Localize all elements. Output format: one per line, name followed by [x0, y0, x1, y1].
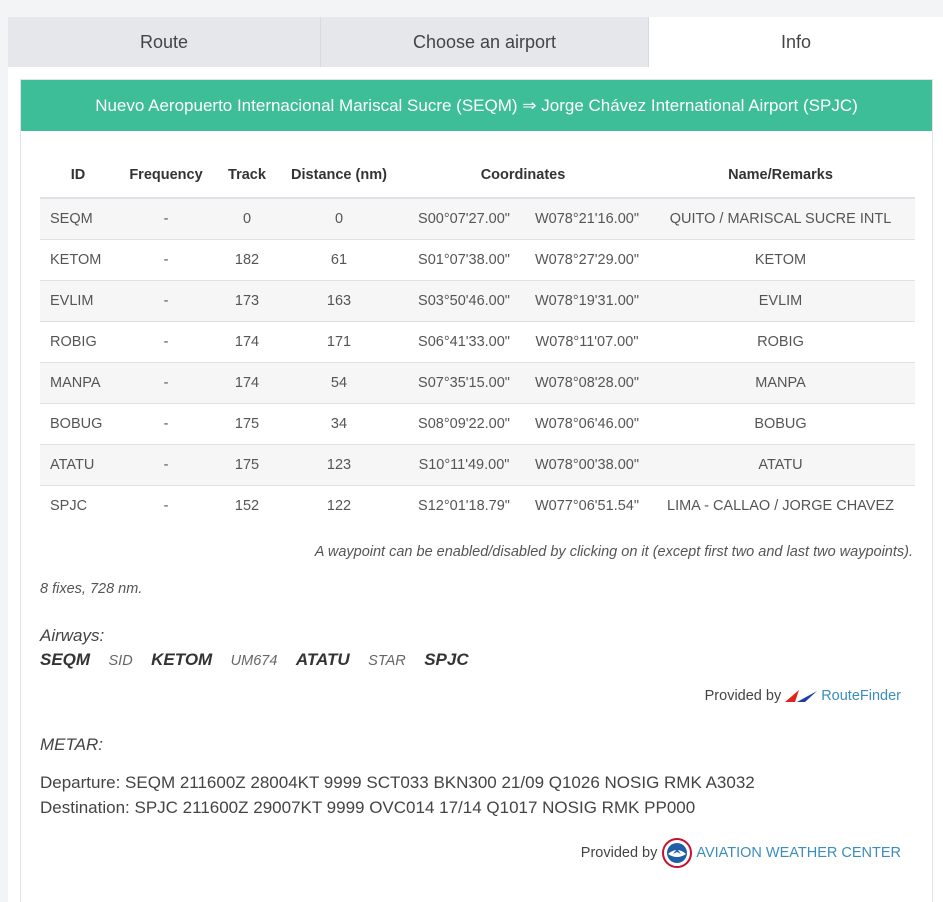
route-summary: 8 fixes, 728 nm.	[40, 581, 143, 597]
airway-waypoint: KETOM	[151, 650, 213, 669]
route-title: Nuevo Aeropuerto Internacional Mariscal Sucre (SEQM) ⇒ Jorge Chávez International Airport (SPJC)	[21, 80, 932, 131]
airways-list	[40, 650, 483, 670]
routefinder-credit	[705, 688, 901, 704]
cell-track: 174	[216, 363, 278, 404]
col-distance: Distance (nm)	[278, 152, 400, 198]
cell-frequency: -	[116, 281, 216, 322]
tab-info[interactable]: Info	[649, 17, 943, 67]
cell-track: 182	[216, 240, 278, 281]
cell-frequency: -	[116, 240, 216, 281]
cell-id: SPJC	[40, 486, 116, 527]
airway-segment: UM674	[230, 653, 278, 669]
routefinder-link[interactable]: RouteFinder	[821, 688, 901, 704]
cell-distance: 122	[278, 486, 400, 527]
cell-latitude: S10°11'49.00"	[400, 445, 528, 486]
cell-frequency: -	[116, 404, 216, 445]
cell-track: 175	[216, 445, 278, 486]
cell-distance: 61	[278, 240, 400, 281]
cell-latitude: S12°01'18.79"	[400, 486, 528, 527]
cell-name: MANPA	[646, 363, 915, 404]
awc-link[interactable]: AVIATION WEATHER CENTER	[696, 845, 901, 861]
cell-id: ROBIG	[40, 322, 116, 363]
table-row[interactable]	[40, 486, 915, 527]
cell-latitude: S01°07'38.00"	[400, 240, 528, 281]
cell-latitude: S03°50'46.00"	[400, 281, 528, 322]
cell-latitude: S08°09'22.00"	[400, 404, 528, 445]
cell-id: EVLIM	[40, 281, 116, 322]
cell-longitude: W078°21'16.00"	[528, 198, 646, 240]
cell-id: SEQM	[40, 198, 116, 240]
tab-choose-airport[interactable]: Choose an airport	[321, 17, 649, 67]
cell-track: 175	[216, 404, 278, 445]
airway-segment: STAR	[368, 653, 406, 669]
cell-name: ATATU	[646, 445, 915, 486]
waypoint-toggle-note: A waypoint can be enabled/disabled by clicking on it (except first two and last two waypoints).	[314, 544, 913, 560]
airway-segment: SID	[108, 653, 133, 669]
awc-logo-icon	[662, 838, 692, 868]
cell-name: KETOM	[646, 240, 915, 281]
cell-id: ATATU	[40, 445, 116, 486]
cell-longitude: W077°06'51.54"	[528, 486, 646, 527]
cell-track: 152	[216, 486, 278, 527]
cell-name: ROBIG	[646, 322, 915, 363]
col-id: ID	[40, 152, 116, 198]
airway-waypoint: SPJC	[424, 650, 469, 669]
tab-route[interactable]: Route	[8, 17, 321, 67]
route-card	[20, 79, 933, 902]
metar-destination: Destination: SPJC 211600Z 29007KT 9999 OVC014 17/14 Q1017 NOSIG RMK PP000	[40, 798, 696, 817]
cell-distance: 123	[278, 445, 400, 486]
table-row[interactable]	[40, 198, 915, 240]
metar-block	[40, 770, 755, 820]
cell-distance: 54	[278, 363, 400, 404]
cell-frequency: -	[116, 486, 216, 527]
cell-longitude: W078°19'31.00"	[528, 281, 646, 322]
cell-id: KETOM	[40, 240, 116, 281]
cell-frequency: -	[116, 198, 216, 240]
cell-name: LIMA - CALLAO / JORGE CHAVEZ	[646, 486, 915, 527]
cell-latitude: S07°35'15.00"	[400, 363, 528, 404]
airway-waypoint: ATATU	[295, 650, 350, 669]
cell-frequency: -	[116, 322, 216, 363]
table-row[interactable]	[40, 281, 915, 322]
table-row[interactable]	[40, 445, 915, 486]
cell-latitude: S00°07'27.00"	[400, 198, 528, 240]
col-track: Track	[216, 152, 278, 198]
cell-name: EVLIM	[646, 281, 915, 322]
cell-track: 174	[216, 322, 278, 363]
awc-credit	[581, 838, 901, 868]
cell-longitude: W078°11'07.00"	[528, 322, 646, 363]
cell-track: 0	[216, 198, 278, 240]
cell-frequency: -	[116, 445, 216, 486]
awc-provided-by: Provided by	[580, 845, 658, 861]
cell-id: BOBUG	[40, 404, 116, 445]
cell-track: 173	[216, 281, 278, 322]
cell-name: QUITO / MARISCAL SUCRE INTL	[646, 198, 915, 240]
cell-longitude: W078°27'29.00"	[528, 240, 646, 281]
info-panel	[8, 67, 943, 902]
table-row[interactable]	[40, 363, 915, 404]
routefinder-provided-by: Provided by	[704, 688, 782, 704]
metar-departure: Departure: SEQM 211600Z 28004KT 9999 SCT033 BKN300 21/09 Q1026 NOSIG RMK A3032	[40, 773, 755, 792]
airway-waypoint: SEQM	[40, 650, 91, 669]
col-name-remarks: Name/Remarks	[646, 152, 915, 198]
cell-id: MANPA	[40, 363, 116, 404]
cell-distance: 34	[278, 404, 400, 445]
cell-distance: 0	[278, 198, 400, 240]
col-coordinates: Coordinates	[400, 152, 646, 198]
cell-longitude: W078°08'28.00"	[528, 363, 646, 404]
cell-longitude: W078°00'38.00"	[528, 445, 646, 486]
cell-frequency: -	[116, 363, 216, 404]
table-header-row	[40, 152, 915, 198]
cell-longitude: W078°06'46.00"	[528, 404, 646, 445]
waypoint-table	[40, 152, 915, 526]
table-row[interactable]	[40, 404, 915, 445]
airways-title: Airways:	[40, 626, 105, 645]
routefinder-logo-icon	[785, 688, 817, 704]
metar-title: METAR:	[40, 735, 103, 754]
cell-distance: 171	[278, 322, 400, 363]
tab-bar	[8, 17, 943, 67]
table-row[interactable]	[40, 240, 915, 281]
table-row[interactable]	[40, 322, 915, 363]
cell-latitude: S06°41'33.00"	[400, 322, 528, 363]
col-frequency: Frequency	[116, 152, 216, 198]
cell-name: BOBUG	[646, 404, 915, 445]
cell-distance: 163	[278, 281, 400, 322]
